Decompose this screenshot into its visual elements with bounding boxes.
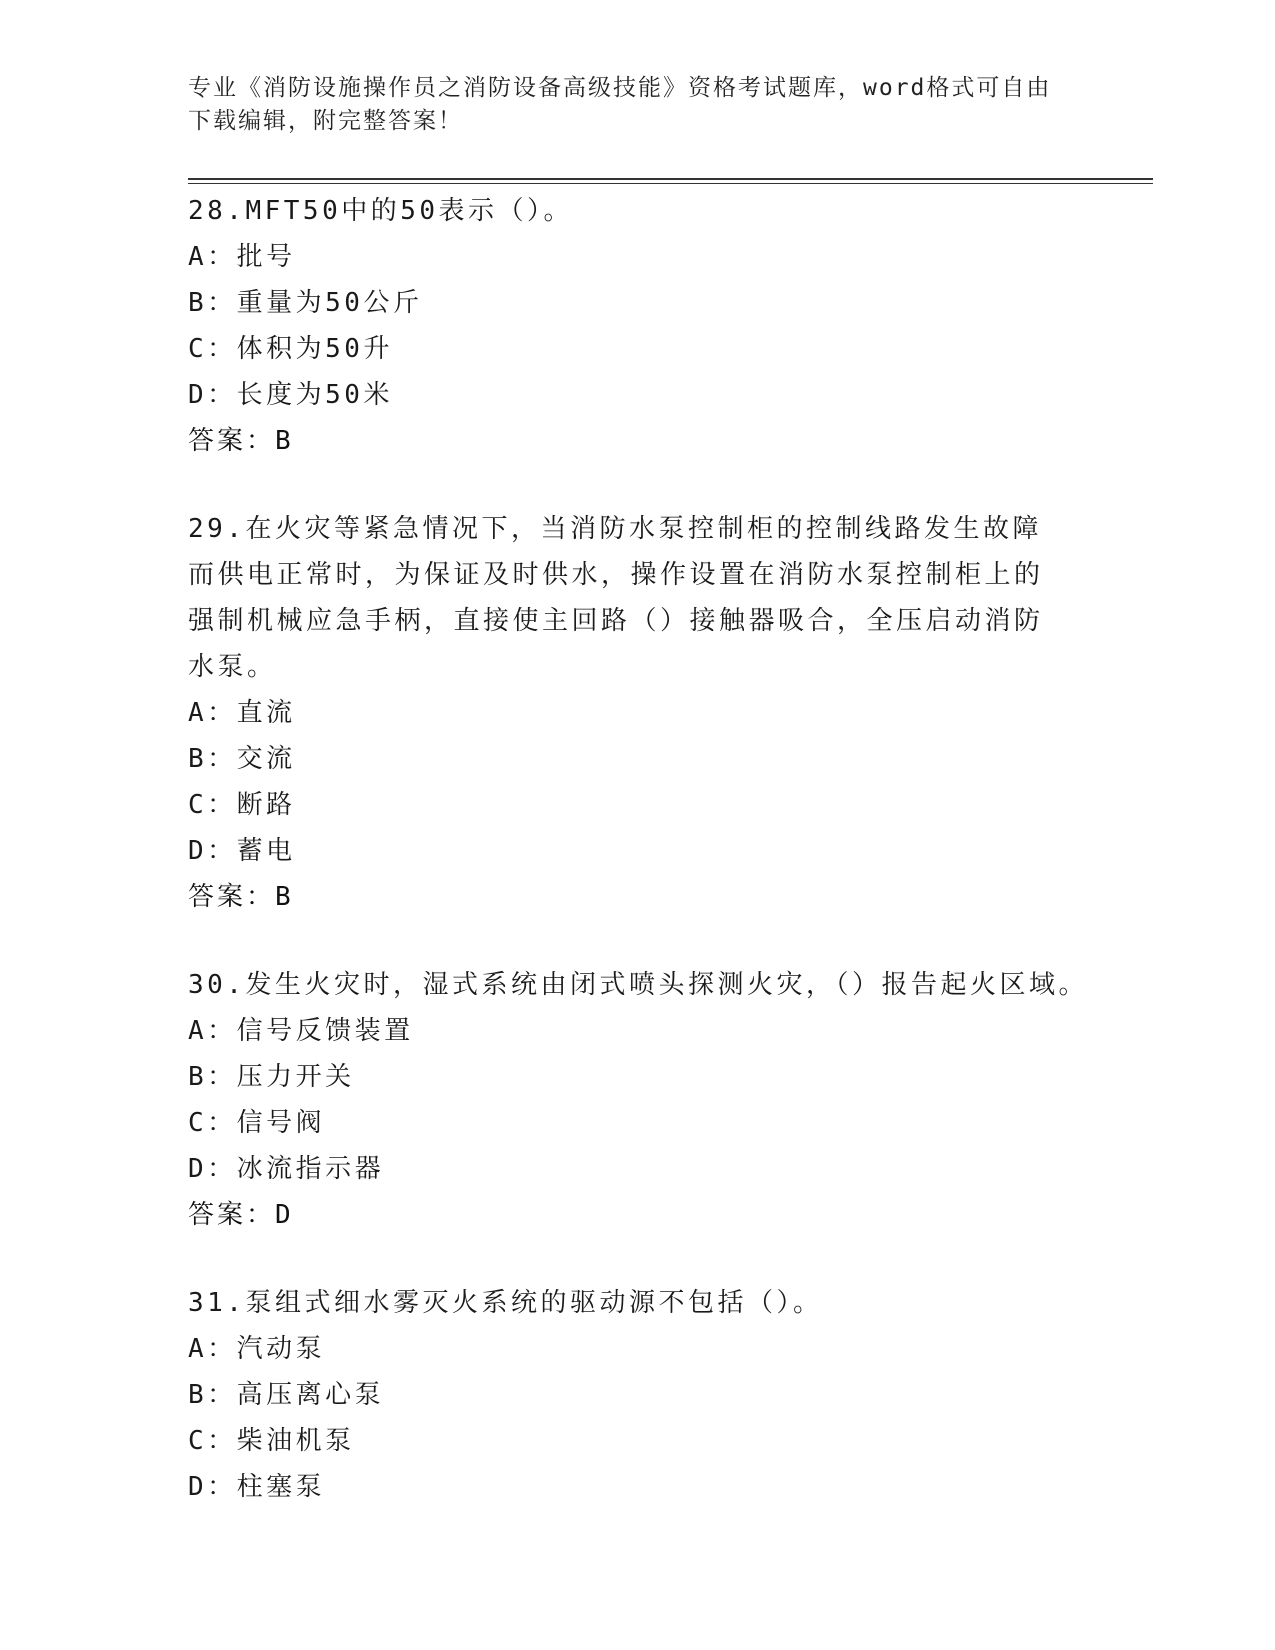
- option-b: B：压力开关: [188, 1062, 355, 1092]
- question-stem: 31.泵组式细水雾灭火系统的驱动源不包括（）。: [188, 1288, 823, 1318]
- option-d: D：柱塞泵: [188, 1472, 326, 1502]
- option-a: A：批号: [188, 242, 296, 272]
- question-stem: 30.发生火灾时，湿式系统由闭式喷头探测火灾，（）报告起火区域。: [188, 970, 1088, 1000]
- header-divider-thick: [188, 178, 1153, 180]
- document-header: 专业《消防设施操作员之消防设备高级技能》资格考试题库，word格式可自由下载编辑，附完整答案！: [188, 75, 1052, 134]
- option-c: C：信号阀: [188, 1108, 326, 1138]
- answer-line: 答案：B: [188, 426, 294, 456]
- question-29: [188, 506, 1088, 920]
- question-stem: 29.在火灾等紧急情况下，当消防水泵控制柜的控制线路发生故障而供电正常时，为保证及时供水，操作设置在消防水泵控制柜上的强制机械应急手柄，直接使主回路（）接触器吸合，全压启动消防水泵。: [188, 514, 1044, 682]
- option-b: B：交流: [188, 744, 296, 774]
- option-c: C：体积为50升: [188, 334, 393, 364]
- question-list: [188, 188, 1088, 1510]
- option-b: B：高压离心泵: [188, 1380, 385, 1410]
- option-a: A：信号反馈装置: [188, 1016, 414, 1046]
- option-c: C：断路: [188, 790, 296, 820]
- option-d: D：长度为50米: [188, 380, 393, 410]
- answer-line: 答案：D: [188, 1200, 294, 1230]
- question-30: [188, 962, 1088, 1238]
- question-31: [188, 1280, 1088, 1510]
- option-d: D：蓄电: [188, 836, 296, 866]
- option-d: D：冰流指示器: [188, 1154, 385, 1184]
- option-c: C：柴油机泵: [188, 1426, 355, 1456]
- question-stem: 28.MFT50中的50表示（）。: [188, 196, 574, 226]
- option-a: A：汽动泵: [188, 1334, 326, 1364]
- answer-line: 答案：B: [188, 882, 294, 912]
- header-divider-thin: [188, 183, 1153, 184]
- question-28: [188, 188, 1088, 464]
- option-a: A：直流: [188, 698, 296, 728]
- option-b: B：重量为50公斤: [188, 288, 423, 318]
